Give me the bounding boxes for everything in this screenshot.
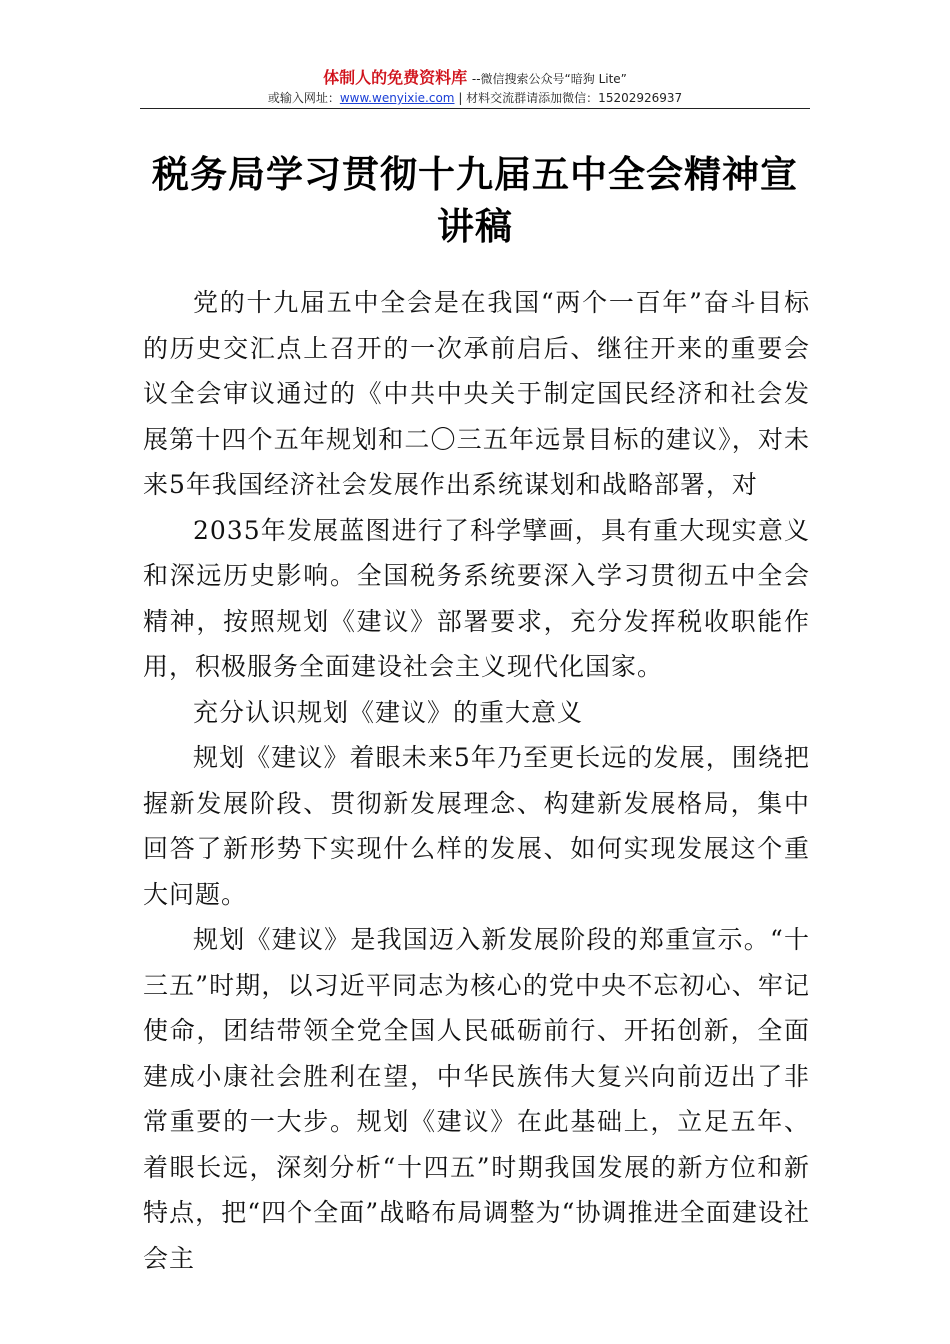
contact-info: | 材料交流群请添加微信：15202926937 xyxy=(458,91,683,105)
page-header xyxy=(140,68,810,107)
brand-name: 体制人的免费资料库 xyxy=(323,68,468,87)
header-contact-line xyxy=(140,89,810,107)
header-divider xyxy=(140,108,810,109)
document-body xyxy=(143,280,810,1281)
url-prefix: 或输入网址： xyxy=(267,91,340,105)
paragraph: 规划《建议》着眼未来5年乃至更长远的发展，围绕把握新发展阶段、贯彻新发展理念、构建新发展格局，集中回答了新形势下实现什么样的发展、如何实现发展这个重大问题。 xyxy=(143,743,810,909)
paragraph: 党的十九届五中全会是在我国“两个一百年”奋斗目标的历史交汇点上召开的一次承前启后、继往开来的重要会议全会审议通过的《中共中央关于制定国民经济和社会发展第十四个五年规划和二〇三五年远景目标的建议》，对未来5年我国经济社会发展作出系统谋划和战略部署，对 xyxy=(143,288,810,499)
section-heading: 充分认识规划《建议》的重大意义 xyxy=(193,697,584,727)
paragraph: 2035年发展蓝图进行了科学擘画，具有重大现实意义和深远历史影响。全国税务系统要深入学习贯彻五中全会精神，按照规划《建议》部署要求，充分发挥税收职能作用，积极服务全面建设社会主义现代化国家。 xyxy=(143,515,810,681)
document-title: 税务局学习贯彻十九届五中全会精神宣讲稿 xyxy=(152,152,798,248)
header-slogan: --微信搜索公众号“暗狗 Lite” xyxy=(471,72,627,86)
header-banner xyxy=(140,68,810,89)
paragraph: 规划《建议》是我国迈入新发展阶段的郑重宣示。“十三五”时期，以习近平同志为核心的党中央不忘初心、牢记使命，团结带领全党全国人民砥砺前行、开拓创新，全面建成小康社会胜利在望，中华民族伟大复兴向前迈出了非常重要的一大步。规划《建议》在此基础上，立足五年、着眼长远，深刻分析“十四五”时期我国发展的新方位和新特点，把“四个全面”战略布局调整为“协调推进全面建设社会主 xyxy=(143,925,810,1273)
website-link[interactable]: www.wenyixie.com xyxy=(339,91,455,105)
